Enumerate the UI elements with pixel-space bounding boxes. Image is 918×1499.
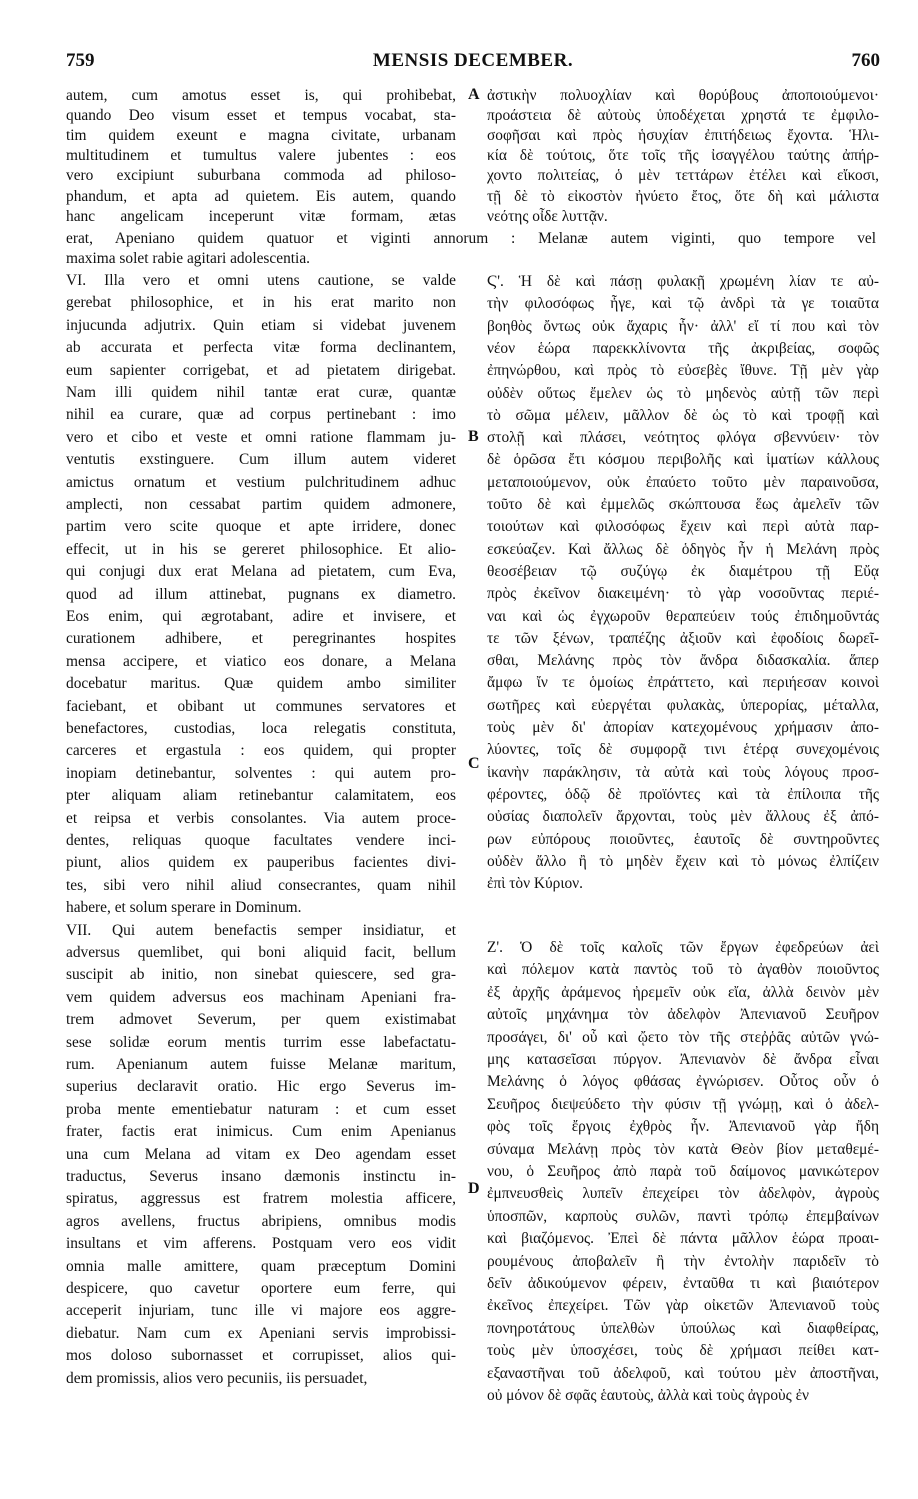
text-line: VI. Illa vero et omni utens cautione, se valde [66,272,456,289]
text-line: habere, et solum sperare in Dominum. [66,899,302,917]
text-line: amplecti, non cessabat partim quidem admonere, [66,496,456,513]
text-line: ὑποσπῶν, καρποὺς συλῶν, παντὶ τρόπῳ ἐπεμβαίνων [487,1207,879,1225]
text-line: Ϛ'. Ἡ δὲ καὶ πάσῃ φυλακῇ χρωμένη λίαν τε αὐ- [487,273,879,290]
text-line: εξαναστῆναι τοῦ ἀδελφοῦ, καὶ τούτου μὲν ἀποστῆναι, [487,1364,879,1382]
section-marker: C [468,755,480,772]
text-line: προσάγει, δι' οὗ καὶ ᾤετο τὸν τῆς στεῤῥᾶς αὐτῶν γνώ- [487,1028,879,1046]
text-line: docebatur maritus. Quæ quidem ambo similiter [66,675,456,693]
text-line: carceres et ergastula : eos quidem, qui propter [66,742,456,760]
text-line: inopiam detinebantur, solventes : qui autem pro- [66,764,456,782]
text-line: οὐδὲν οὕτως ἔμελεν ὡς τὸ μηδενὸς αὐτῇ τῶν περὶ [487,384,879,402]
text-line: diebatur. Nam cum ex Apeniani servis improbissi- [66,1324,456,1342]
text-line: faciebant, et obibant ut communes servatores et [66,697,456,715]
text-line: νεότης οἶδε λυττᾷν. [487,207,608,225]
text-line: piunt, alios quidem ex pauperibus facientes divi- [66,854,456,872]
text-line: phandum, et apta ad quietem. Eis autem, quando [66,187,456,205]
text-line: hanc angelicam inceperunt vitæ formam, ætas [66,207,456,225]
text-line: θεοσέβειαν τῷ συζύγῳ ἐκ διαμέτρου τῇ Εὔᾳ [487,562,879,580]
text-line: tim quidem exeunt e magna civitate, urbanam [66,127,456,145]
text-line: acceperit injuriam, tunc ille vi majore eos aggre- [66,1302,456,1320]
text-line: proba mente ementiebatur naturam : et cum esset [66,1100,456,1118]
text-line: κία δὲ τούτοις, ὅτε τοῖς τῆς ἰσαγγέλου ταύτης ἀπήρ- [487,147,879,165]
text-line: σύναμα Μελάνῃ πρὸς τὸν κατὰ Θεὸν βίον μεταθεμέ- [487,1140,879,1158]
text-line: ἐπηνώρθου, καὶ πρὸς τὸ εὐσεβὲς ἴθυνε. Τῇ μὲν γὰρ [487,362,879,380]
text-line: λύοντες, τοῖς δὲ συμφορᾷ τινι ἑτέρᾳ συνεχομένοις [487,741,879,759]
text-line: ab accurata et perfecta vitæ forma declinantem, [66,339,456,357]
text-line: τοὺς μὲν δι' ἀπορίαν κατεχομένους χρήμασιν ἀπο- [487,719,879,736]
text-line: τῇ δὲ τὸ εἰκοστὸν ἠνύετο ἔτος, ὅτε δὴ καὶ μάλιστα [487,187,879,205]
text-line: dem promissis, alios vero pecuniis, iis persuadet, [66,1369,368,1387]
text-line: καὶ βιαζόμενος. Ἐπεὶ δὲ πάντα μᾶλλον ἑώρα προαι- [487,1230,879,1248]
text-line: αὐτοῖς μηχάνημα τὸν ἀδελφὸν Ἀπενιανοῦ Σευῆρον [487,1006,879,1024]
text-line: partim vero scite quoque et apte irridere, donec [66,518,456,536]
text-line: πονηροτάτους ὑπελθὼν ὑπούλως καὶ διαφθείρας, [487,1319,879,1337]
text-line: πρὸς ἐκεῖνον διακειμένη· τὸ γὰρ νοσοῦντας περιέ- [487,585,879,603]
text-line: spiratus, aggressus est fratrem molestia afficere, [66,1190,456,1208]
text-line: ρουμένους ἀποβαλεῖν ἢ τὴν ἐντολὴν παριδεῖν τὸ [487,1252,879,1270]
text-line: σωτῆρες καὶ εὐεργέται φυλακὰς, ὑπερορίας, μέταλλα, [487,696,879,714]
text-line: ἐκεῖνος ἐπεχείρει. Τῶν γὰρ οἰκετῶν Ἀπενιανοῦ τοὺς [487,1297,879,1315]
text-line: σοφῆσαι καὶ πρὸς ἡσυχίαν ἐπιτήδειως ἔχοντα. Ἡλι- [487,127,879,145]
text-line: frater, factis erat inimicus. Cum enim Apenianus [66,1123,456,1141]
text-line: δὲ ὁρῶσα ἔτι κόσμου περιβολῆς καὶ ἱματίων κάλλους [487,451,879,469]
text-line: multitudinem et tumultus valere jubentes : eos [66,147,456,165]
text-line: autem, cum amotus esset is, qui prohibebat, [66,87,456,104]
text-line: tes, sibi vero nihil aliud consecrantes, quam nihil [66,876,456,894]
text-line: maxima solet rabie agitari adolescentia. [66,250,311,267]
text-line: ἱκανὴν παράκλησιν, τὰ αὐτὰ καὶ τοὺς λόγους προσ- [487,763,879,781]
text-line: benefactores, custodias, loca relegatis constituta, [66,720,456,737]
text-line: suscipit ab initio, non sinebat quiescere, sed gra- [66,966,456,984]
text-line: qui conjugi dux erat Melana ad pietatem, cum Eva, [66,563,456,581]
text-line: nihil ea curare, quæ ad corpus pertinebant : imo [66,406,456,424]
text-line: injucunda adjutrix. Quin etiam si videbat juvenem [66,316,456,334]
text-line: νου, ὁ Σευῆρος ἀπὸ παρὰ τοῦ δαίμονος μανικώτερον [487,1163,879,1180]
text-line: eum sapienter corrigebat, et ad pietatem dirigebat. [66,361,456,379]
text-line: προάστεια δὲ αὐτοὺς ὑποδέχεται χρηστά τε ἐμφιλο- [487,107,879,125]
text-line: despicere, quo cavetur oportere eum ferre, qui [66,1280,456,1297]
text-line: adversus quemlibet, qui boni aliquid facit, bellum [66,944,456,961]
text-line: quod ad illum attinebat, pugnans ex diametro. [66,585,456,603]
text-line: ἐπὶ τὸν Κύριον. [487,875,583,893]
text-line: ἄμφω ἴν τε ὁμοίως ἐπράττετο, καὶ περιήεσαν κοινοὶ [487,674,879,692]
text-line: τε τῶν ξένων, τραπέζης ἀξιοῦν καὶ ἐφοδίοις δωρεῖ- [487,629,879,647]
page-header [66,50,880,84]
text-line: vem quidem adversus eos machinam Apeniani fra- [66,988,456,1006]
text-line: καὶ πόλεμον κατὰ παντὸς τοῦ τὸ ἀγαθὸν ποιοῦντος [487,961,879,979]
text-line: οὐδὲν ἄλλο ἢ τὸ μηδὲν ἔχειν καὶ τὸ μόνως ἐλπίζειν [487,852,879,870]
text-line: dentes, reliquas quoque facultates vendere inci- [66,832,456,849]
text-line: τὸ σῶμα μέλειν, μᾶλλον δὲ ὡς τὸ καὶ τροφῇ καὶ [487,406,879,424]
text-line: VII. Qui autem benefactis semper insidiatur, et [66,921,456,939]
text-line: agros avellens, fructus abripiens, omnibus modis [66,1212,456,1230]
text-line: rum. Apenianum autem fuisse Melanæ maritum, [66,1056,456,1073]
text-line: mos doloso subornasset et corrupisset, alios qui- [66,1347,456,1365]
text-line: φὸς τοῖς ἔργοις ἐχθρὸς ἦν. Ἀπενιανοῦ γὰρ ἤδη [487,1118,879,1136]
text-line: superius declaravit oratio. Hic ergo Severus im- [66,1078,456,1096]
text-line: φέροντες, ὁδῷ δὲ προϊόντες καὶ τὰ ἐπίλοιπα τῆς [487,785,879,803]
section-marker: A [468,86,480,103]
section-marker: D [468,1180,480,1197]
text-line: τοὺς μὲν ὑποσχέσει, τοὺς δὲ χρήμασι πείθει κατ- [487,1342,879,1360]
text-line: ἐξ ἀρχῆς ἀράμενος ἠρεμεῖν οὐκ εἴα, ἀλλὰ δεινὸν μὲν [487,983,879,1001]
text-line: effecit, ut in his se gereret philosophice. Et alio- [66,540,456,558]
text-line: οὐσίας διαπολεῖν ἄρχονται, τοὺς μὲν ἄλλους ἐξ ἀπό- [487,808,879,826]
text-line: Σευῆρος διεψεύδετο τὴν φύσιν τῇ γνώμῃ, καὶ ὁ ἀδελ- [487,1095,879,1113]
text-line: στολῇ καὶ πλάσει, νεότητος φλόγα σβεννύειν· τὸν [487,429,879,447]
text-line: χοντο πολιτείας, ὁ μὲν τεττάρων ἐτέλει καὶ εἴκοσι, [487,167,879,185]
text-line: νέον ἑώρα παρεκκλίνοντα τῆς ἀκριβείας, σοφῶς [487,339,879,357]
text-line: amictus ornatum et vestium pulchritudinem adhuc [66,473,456,491]
text-line: εσκεύαζεν. Καὶ ἄλλως δὲ ὁδηγὸς ἦν ἡ Μελάνη πρὸς [487,540,879,558]
text-line: μης κατασεῖσαι πύργον. Ἀπενιανὸν δὲ ἄνδρα εἶναι [487,1051,879,1068]
text-line: traductus, Severus insano dæmonis instinctu in- [66,1168,456,1185]
text-line: omnia malle amittere, quam præceptum Domini [66,1257,456,1275]
running-title: MENSIS DECEMBER. [372,50,574,71]
text-line: τοῦτο δὲ καὶ ἐμμελῶς σκώπτουσα ἕως ἀμελεῖν τῶν [487,496,879,513]
text-line: βοηθὸς ὄντως οὐκ ἄχαρις ἦν· ἀλλ' εἴ τί που καὶ τὸν [487,317,879,335]
text-line: gerebat philosophice, et in his erat marito non [66,294,456,312]
text-line: vero et cibo et veste et omni ratione flammam ju- [66,428,456,446]
text-line: ἐμπνευσθεὶς λυπεῖν ἐπεχείρει τὸν ἀδελφὸν, ἀγροὺς [487,1185,879,1203]
text-line: curationem adhibere, et peregrinantes hospites [66,630,456,648]
text-line: ventutis exstinguere. Cum illum autem videret [66,451,456,469]
text-line: σθαι, Μελάνης πρὸς τὸν ἄνδρα διδασκαλία. ἅπερ [487,652,879,670]
text-line: Ζ'. Ὁ δὲ τοῖς καλοῖς τῶν ἔργων ἐφεδρεύων ἀεὶ [487,939,879,956]
text-line: et reipsa et verbis consolantes. Via autem proce- [66,809,456,827]
text-line: pter aliquam aliam retinebantur calamitatem, eos [66,787,456,805]
text-line: μεταποιούμενον, οὐκ ἐπαύετο τοῦτο μὲν παραινοῦσα, [487,473,879,491]
text-line: δεῖν ἀδικούμενον φέρειν, ἐνταῦθα τι καὶ βιαιότερον [487,1275,879,1292]
text-line: insultans et vim afferens. Postquam vero eos vidit [66,1235,456,1253]
text-line: vero excipiunt suburbana commoda ad philoso- [66,167,456,185]
text-line: trem admovet Severum, per quem existimabat [66,1011,456,1029]
text-line: ἀστικὴν πολυοχλίαν καὶ θορύβους ἀποποιούμενοι· [487,87,879,104]
text-line: mensa accipere, et viatico eos donare, a Melana [66,652,456,670]
text-line: Μελάνης ὁ λόγος φθάσας ἐγνώρισεν. Οὗτος οὖν ὁ [487,1073,879,1091]
text-line: οὐ μόνον δὲ σφᾶς ἑαυτοὺς, ἀλλὰ καὶ τοὺς ἀγροὺς ἐν [487,1387,809,1404]
page-number-right: 760 [851,50,880,71]
text-line: ναι καὶ ὡς ἐγχωροῦν θεραπεύειν τούς ἐπιδημοῦντάς [487,607,879,625]
text-line: τοιούτων καὶ φιλοσόφως ἔχειν καὶ περὶ αὐτὰ παρ- [487,518,879,536]
text-line: Nam illi quidem nihil tantæ erat curæ, quantæ [66,384,456,401]
text-line: sese solidæ eorum mentis turrim esse labefactatu- [66,1033,456,1051]
text-line: quando Deo visum esset et tempus vocabat, sta- [66,107,456,125]
text-line: Eos enim, qui ægrotabant, adire et invisere, et [66,608,456,625]
text-line: una cum Melana ad vitam ex Deo agendam esset [66,1145,456,1163]
text-line: ρων εὐπόρους ποιοῦντες, ἑαυτοῖς δὲ συντηροῦντες [487,830,879,848]
text-line: τὴν φιλοσόφως ἦγε, καὶ τῷ ἀνδρὶ τὰ γε τοιαῦτα [487,295,879,313]
page-number-left: 759 [66,50,95,71]
text-line: erat, Apeniano quidem quatuor et viginti annorum : Melanæ autem viginti, quo tempore vel [66,230,876,247]
section-marker: B [468,428,479,445]
